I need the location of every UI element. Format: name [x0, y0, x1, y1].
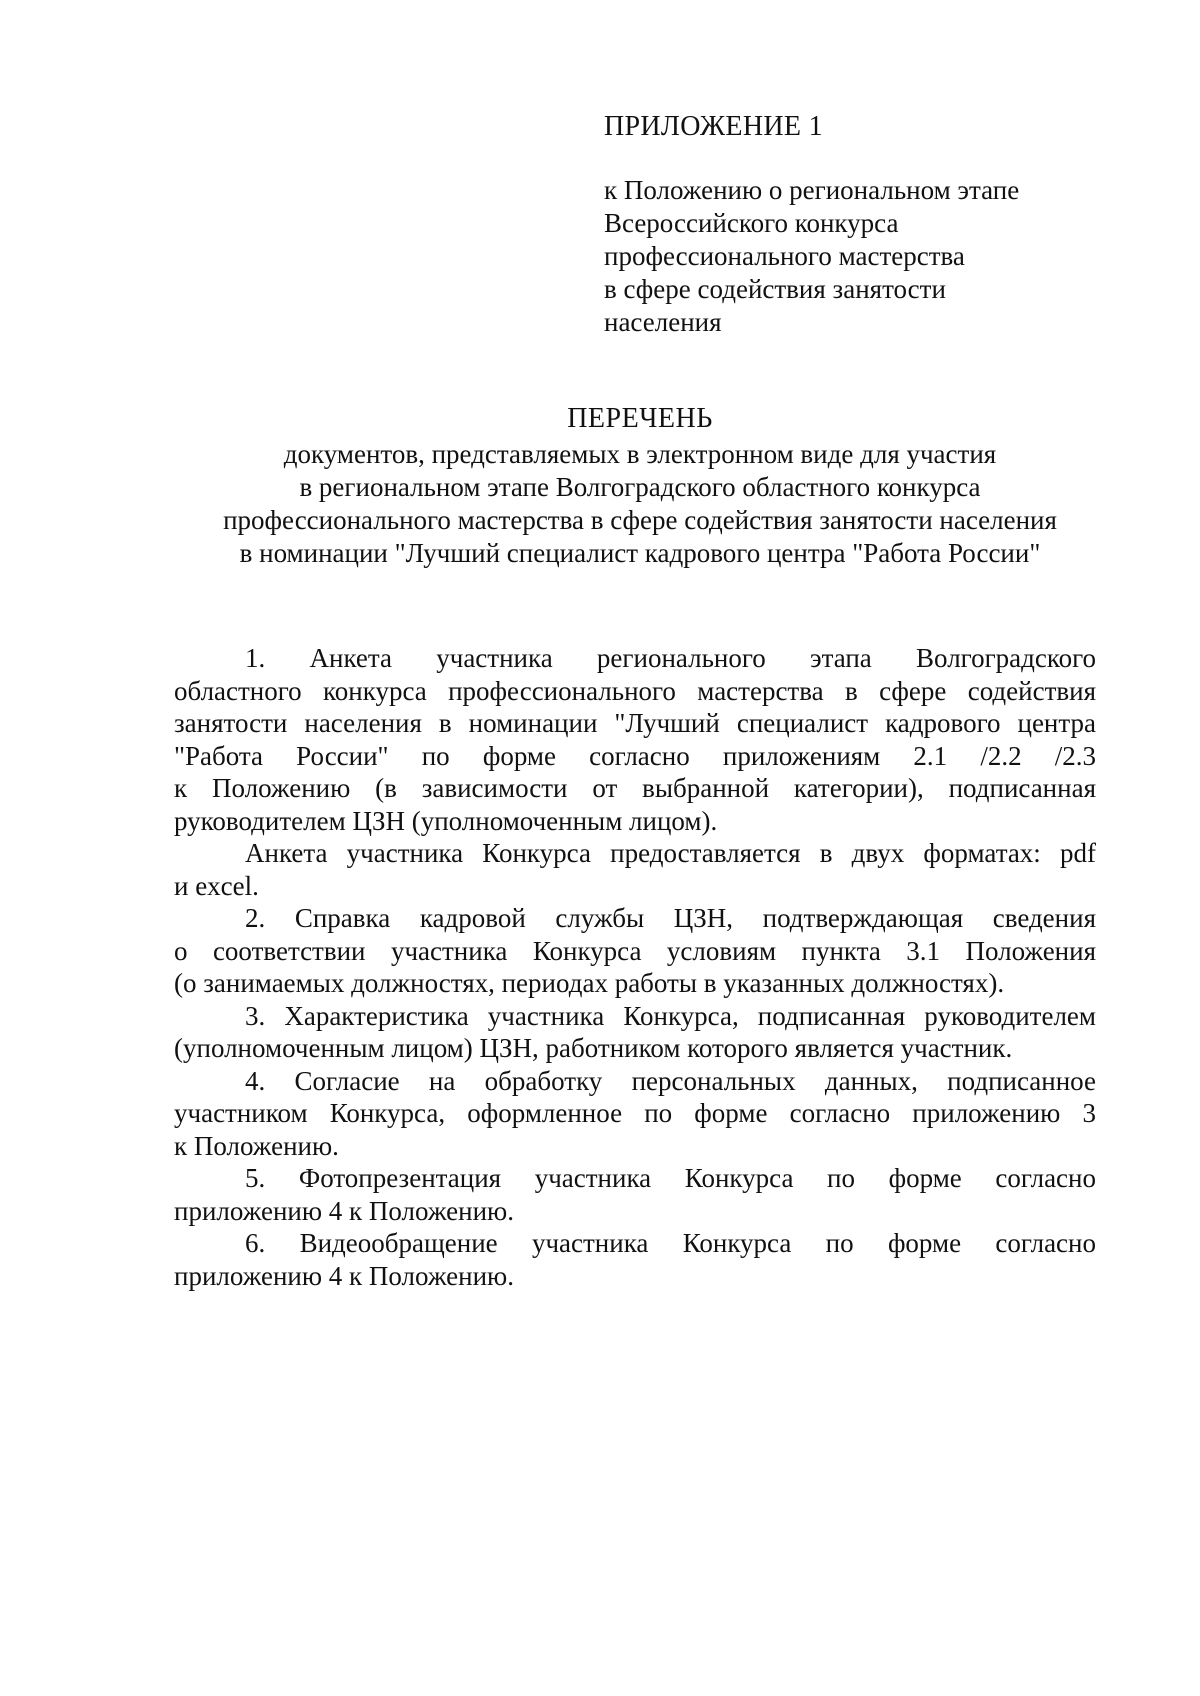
paragraph-line: к Положению. [174, 1130, 339, 1161]
paragraph-line: 4. Согласие на обработку персональных данных, подписанное [245, 1065, 1096, 1096]
paragraph-line: занятости населения в номинации "Лучший специалист кадрового центра [174, 708, 1096, 738]
list-item-4 [174, 1065, 1096, 1163]
heading-title: ПЕРЕЧЕНЬ [567, 403, 713, 434]
appendix-subtitle [604, 174, 1084, 339]
heading-line: документов, представляемых в электронном виде для участия [283, 439, 997, 469]
paragraph-line: 3. Характеристика участника Конкурса, подписанная руководителем [245, 1000, 1096, 1031]
paragraph-line: к Положению (в зависимости от выбранной категории), подписанная [174, 773, 1096, 803]
heading-line: профессионального мастерства в сфере содействия занятости населения [223, 505, 1057, 535]
paragraph-line: Анкета участника Конкурса предоставляется в двух форматах: pdf [245, 838, 1096, 868]
paragraph-line: 2. Справка кадровой службы ЦЗН, подтверждающая сведения [245, 903, 1096, 933]
appendix-subtitle-line: Всероссийского конкурса [604, 208, 899, 238]
paragraph-line: (о занимаемых должностях, периодах работы в указанных должностях). [174, 968, 1005, 998]
document-heading [140, 402, 1140, 570]
paragraph-line: приложению 4 к Положению. [174, 1260, 514, 1291]
paragraph-line: о соответствии участника Конкурса условиям пункта 3.1 Положения [174, 935, 1096, 966]
list-item-3 [174, 1000, 1096, 1065]
paragraph-line: "Работа России" по форме согласно приложениям 2.1 /2.2 /2.3 [174, 740, 1096, 771]
paragraph-line: приложению 4 к Положению. [174, 1195, 514, 1226]
heading-description [140, 438, 1140, 570]
heading-line: в номинации "Лучший специалист кадрового центра "Работа России" [239, 538, 1041, 568]
appendix-subtitle-line: к Положению о региональном этапе [604, 175, 1020, 205]
list-item-1 [174, 642, 1096, 837]
paragraph-line: областного конкурса профессионального мастерства в сфере содействия [174, 675, 1096, 706]
heading-line: в региональном этапе Волгоградского областного конкурса [299, 472, 981, 502]
appendix-subtitle-line: в сфере содействия занятости [604, 274, 946, 304]
appendix-subtitle-line: населения [604, 307, 722, 337]
paragraph-line: 1. Анкета участника регионального этапа Волгоградского [245, 643, 1096, 673]
paragraph-line: 6. Видеообращение участника Конкурса по форме согласно [245, 1228, 1096, 1258]
appendix-title: ПРИЛОЖЕНИЕ 1 [604, 111, 823, 142]
paragraph-line: (уполномоченным лицом) ЦЗН, работником которого является участник. [174, 1033, 1013, 1063]
paragraph-line: руководителем ЦЗН (уполномоченным лицом). [174, 805, 718, 836]
list-item-1-note [174, 837, 1096, 902]
paragraph-line: и excel. [174, 870, 259, 901]
appendix-block [604, 110, 1084, 339]
document-body [174, 642, 1096, 1292]
paragraph-line: 5. Фотопрезентация участника Конкурса по форме согласно [245, 1163, 1096, 1193]
list-item-2 [174, 902, 1096, 1000]
appendix-subtitle-line: профессионального мастерства [604, 241, 965, 271]
paragraph-line: участником Конкурса, оформленное по форме согласно приложению 3 [174, 1098, 1096, 1128]
list-item-5 [174, 1162, 1096, 1227]
list-item-6 [174, 1227, 1096, 1292]
